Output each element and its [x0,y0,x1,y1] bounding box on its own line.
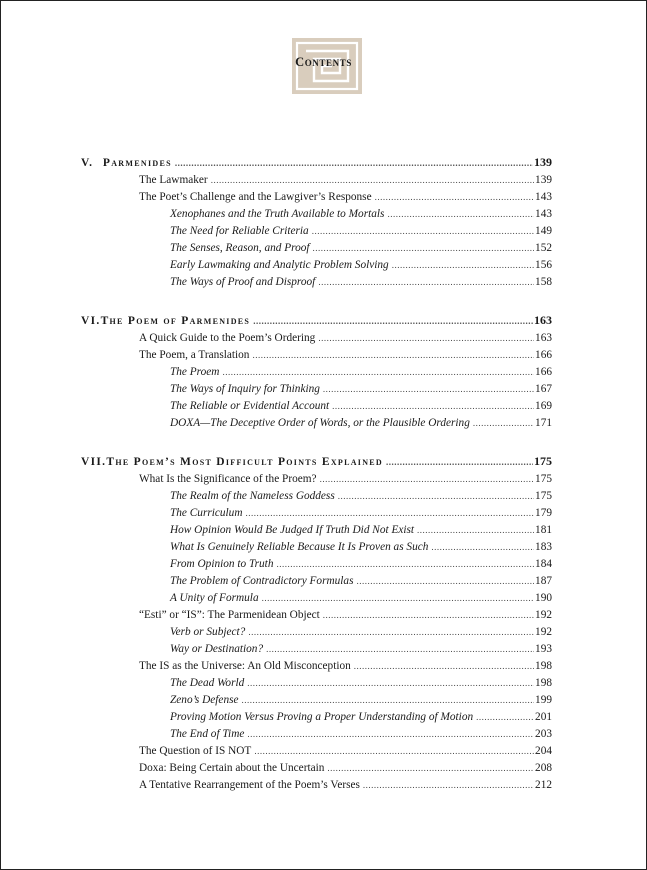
entry-title: A Quick Guide to the Poem’s Ordering [139,332,316,344]
toc-subentry [81,223,552,240]
dot-leader [387,206,534,223]
entry-title: Verb or Subject? [170,626,246,638]
toc-subentry [81,398,552,415]
page-number: 181 [535,524,552,536]
entry-title: The Ways of Inquiry for Thinking [170,383,320,395]
page-number: 184 [535,558,552,570]
dot-leader [473,415,534,432]
toc-subentry [81,624,552,641]
toc-entry [81,607,552,624]
toc-subentry [81,539,552,556]
toc-entry [81,743,552,760]
dot-leader [318,274,534,291]
page-number: 175 [535,490,552,502]
dot-leader [312,223,534,240]
dot-leader [354,658,534,675]
page-number: 192 [535,609,552,621]
toc-subentry [81,505,552,522]
dot-leader [363,777,534,794]
entry-title: The Poem of Parmenides [100,315,251,327]
chapter-heading [81,154,552,171]
dot-leader [252,347,534,364]
toc-subentry [81,381,552,398]
toc-subentry [81,726,552,743]
page-number: 149 [535,225,552,237]
toc-subentry [81,556,552,573]
dot-leader [276,556,534,573]
page-number: 203 [535,728,552,740]
page-number: 139 [534,155,552,169]
toc-subentry [81,675,552,692]
entry-title: “Esti” or “IS”: The Parmenidean Object [139,609,320,621]
toc-entry [81,189,552,206]
entry-title: The Senses, Reason, and Proof [170,242,310,254]
page-number: 204 [535,745,552,757]
dot-leader [247,675,534,692]
dot-leader [246,505,535,522]
dot-leader [431,539,534,556]
entry-title: What Is Genuinely Reliable Because It Is Proven as Such [170,541,429,553]
chapter-number: VII. [81,456,107,468]
page-number: 166 [535,366,552,378]
toc-subentry [81,415,552,432]
entry-title: What Is the Significance of the Proem? [139,473,317,485]
toc-entry [81,777,552,794]
entry-title: DOXA—The Deceptive Order of Words, or the Plausible Ordering [170,417,470,429]
chapter-heading [81,453,552,470]
page-number: 163 [534,313,552,327]
toc-subentry [81,488,552,505]
dot-leader [313,240,535,257]
page-number: 198 [535,677,552,689]
page-number: 192 [535,626,552,638]
page-number: 175 [534,454,552,468]
entry-title: Doxa: Being Certain about the Uncertain [139,762,325,774]
entry-title: A Tentative Rearrangement of the Poem’s Verses [139,779,360,791]
dot-leader [320,471,534,488]
entry-title: The Lawmaker [139,174,208,186]
page-number: 190 [535,592,552,604]
page-number: 187 [535,575,552,587]
entry-title: The Reliable or Evidential Account [170,400,330,412]
dot-leader [332,398,534,415]
toc-entry [81,658,552,675]
dot-leader [375,189,534,206]
page-number: 143 [535,208,552,220]
page-number: 212 [535,779,552,791]
page-number: 193 [535,643,552,655]
entry-title: The Poem, a Translation [139,349,250,361]
dot-leader [476,709,534,726]
dot-leader [417,522,534,539]
page-number: 208 [535,762,552,774]
entry-title: The Realm of the Nameless Goddess [170,490,335,502]
dot-leader [323,381,534,398]
page-number: 156 [535,259,552,271]
toc-subentry [81,522,552,539]
dot-leader [262,590,534,607]
toc-subentry [81,274,552,291]
toc-subentry [81,206,552,223]
page-number: 171 [535,417,552,429]
entry-title: The Ways of Proof and Disproof [170,276,316,288]
dot-leader [338,488,534,505]
toc-chapter [81,312,552,432]
chapter-number: VI. [81,315,101,327]
entry-title: From Opinion to Truth [170,558,274,570]
toc-entry [81,471,552,488]
page-number: 201 [535,711,552,723]
entry-title: The Problem of Contradictory Formulas [170,575,354,587]
dot-leader [392,257,534,274]
toc-subentry [81,364,552,381]
dot-leader [356,573,534,590]
page-number: 175 [535,473,552,485]
toc-subentry [81,709,552,726]
table-of-contents [81,154,552,794]
toc-entry [81,347,552,364]
chapter-heading [81,312,552,329]
page-number: 166 [535,349,552,361]
entry-title: The Poet’s Challenge and the Lawgiver’s Response [139,191,372,203]
dot-leader [242,692,535,709]
toc-entry [81,172,552,189]
entry-title: Parmenides [102,157,172,169]
dot-leader [175,155,533,172]
page-number: 183 [535,541,552,553]
toc-subentry [81,240,552,257]
entry-title: The Dead World [170,677,245,689]
dot-leader [253,313,533,330]
page-number: 199 [535,694,552,706]
chapter-number: V. [81,157,94,169]
entry-title: Proving Motion Versus Proving a Proper Understanding of Motion [170,711,474,723]
entry-title: The Curriculum [170,507,243,519]
entry-title: How Opinion Would Be Judged If Truth Did Not Exist [170,524,415,536]
toc-chapter [81,453,552,794]
toc-subentry [81,257,552,274]
page-number: 167 [535,383,552,395]
entry-title: The Question of IS NOT [139,745,252,757]
entry-title: Xenophanes and the Truth Available to Mortals [170,208,385,220]
page-number: 163 [535,332,552,344]
entry-title: The End of Time [170,728,245,740]
toc-subentry [81,641,552,658]
page-number: 152 [535,242,552,254]
toc-entry [81,330,552,347]
toc-subentry [81,692,552,709]
toc-subentry [81,573,552,590]
entry-title: A Unity of Formula [170,592,259,604]
dot-leader [318,330,534,347]
toc-entry [81,760,552,777]
entry-title: The Proem [170,366,220,378]
entry-title: The Poem’s Most Difficult Points Explained [106,456,383,468]
page-number: 158 [535,276,552,288]
entry-title: The IS as the Universe: An Old Misconception [139,660,351,672]
page-number: 198 [535,660,552,672]
page-number: 169 [535,400,552,412]
dot-leader [323,607,534,624]
toc-chapter [81,154,552,291]
toc-subentry [81,590,552,607]
dot-leader [327,760,534,777]
page-number: 139 [535,174,552,186]
page-number: 143 [535,191,552,203]
page-number: 179 [535,507,552,519]
entry-title: Early Lawmaking and Analytic Problem Solving [170,259,389,271]
dot-leader [247,726,534,743]
entry-title: Way or Destination? [170,643,264,655]
dot-leader [254,743,534,760]
entry-title: The Need for Reliable Criteria [170,225,309,237]
dot-leader [211,172,534,189]
page-title: Contents [295,55,352,69]
dot-leader [222,364,534,381]
dot-leader [386,454,533,471]
dot-leader [266,641,534,658]
entry-title: Zeno’s Defense [170,694,239,706]
dot-leader [248,624,534,641]
